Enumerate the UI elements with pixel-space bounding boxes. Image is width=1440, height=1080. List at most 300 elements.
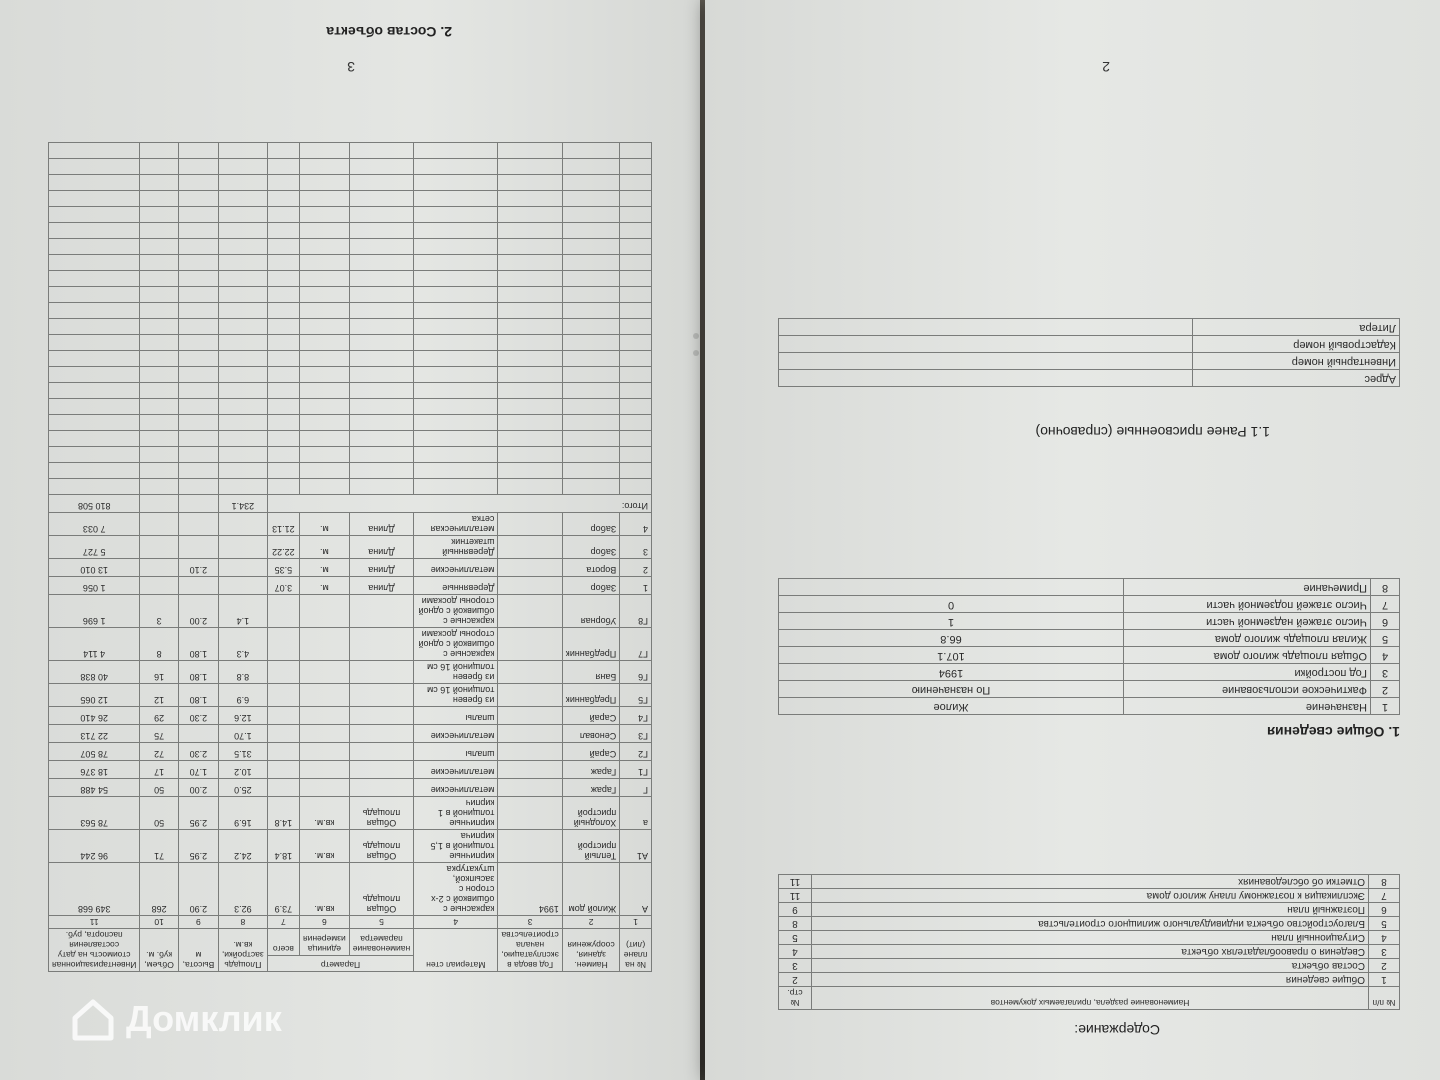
empty-cell bbox=[267, 383, 299, 399]
table-cell: Сарай bbox=[562, 707, 619, 725]
table-cell bbox=[218, 513, 267, 536]
table-cell: 22.22 bbox=[267, 536, 299, 559]
table-cell: 78 563 bbox=[49, 797, 140, 830]
toc-name: Благоустройство объекта индивидуального жилищного строительства bbox=[812, 917, 1369, 931]
empty-cell bbox=[218, 415, 267, 431]
table-cell bbox=[300, 707, 350, 725]
empty-cell bbox=[49, 415, 140, 431]
empty-cell bbox=[414, 383, 498, 399]
empty-cell bbox=[218, 447, 267, 463]
page-number: 2 bbox=[1102, 59, 1110, 75]
table-cell: 2.30 bbox=[178, 707, 218, 725]
empty-cell bbox=[349, 335, 413, 351]
empty-cell bbox=[349, 351, 413, 367]
table-cell: кирпичные толщиной в 1 кирпич bbox=[414, 797, 498, 830]
empty-row bbox=[49, 159, 652, 175]
empty-cell bbox=[300, 223, 350, 239]
empty-cell bbox=[218, 271, 267, 287]
table-cell: А1 bbox=[620, 830, 652, 863]
table-cell bbox=[498, 830, 563, 863]
empty-cell bbox=[414, 431, 498, 447]
empty-cell bbox=[414, 239, 498, 255]
col-param-group: Параметр bbox=[267, 956, 413, 972]
table-cell: 12 065 bbox=[49, 684, 140, 707]
empty-cell bbox=[178, 367, 218, 383]
toc-page: 2 bbox=[779, 973, 812, 987]
table-cell bbox=[267, 595, 299, 628]
empty-cell bbox=[178, 159, 218, 175]
total-label: Итого: bbox=[267, 495, 651, 513]
table-cell: Ворота bbox=[562, 559, 619, 577]
table-row bbox=[49, 559, 652, 577]
empty-cell bbox=[620, 431, 652, 447]
empty-cell bbox=[49, 239, 140, 255]
empty-cell bbox=[620, 367, 652, 383]
empty-cell bbox=[49, 351, 140, 367]
prev-label: Адрес bbox=[1193, 370, 1400, 387]
table-cell: 3.07 bbox=[267, 577, 299, 595]
table-cell bbox=[349, 684, 413, 707]
table-cell bbox=[140, 536, 178, 559]
col-cost: Инвентаризационная стоимость на дату составления паспорта, руб. bbox=[49, 929, 140, 972]
empty-cell bbox=[498, 223, 563, 239]
empty-cell bbox=[498, 255, 563, 271]
table-cell: 2.10 bbox=[178, 559, 218, 577]
empty-cell bbox=[414, 447, 498, 463]
table-cell: Сарай bbox=[562, 743, 619, 761]
table-cell: Г1 bbox=[620, 761, 652, 779]
prev-row bbox=[779, 336, 1400, 353]
table-cell: Деревянный штакетник bbox=[414, 536, 498, 559]
table-cell: 12.6 bbox=[218, 707, 267, 725]
empty-row bbox=[49, 255, 652, 271]
empty-cell bbox=[498, 239, 563, 255]
table-cell bbox=[267, 725, 299, 743]
empty-cell bbox=[140, 255, 178, 271]
table-cell: Г7 bbox=[620, 628, 652, 661]
empty-row bbox=[49, 415, 652, 431]
toc-name: Общие сведения bbox=[812, 973, 1369, 987]
toc-num: 4 bbox=[1369, 931, 1400, 945]
table-cell: м. bbox=[300, 559, 350, 577]
empty-cell bbox=[349, 191, 413, 207]
table-cell: а bbox=[620, 797, 652, 830]
table-cell bbox=[498, 536, 563, 559]
table-cell bbox=[498, 761, 563, 779]
empty-cell bbox=[218, 479, 267, 495]
empty-row bbox=[49, 399, 652, 415]
empty-cell bbox=[414, 255, 498, 271]
empty-cell bbox=[300, 159, 350, 175]
toc-num: 3 bbox=[1369, 945, 1400, 959]
table-cell: Предбанник bbox=[562, 684, 619, 707]
empty-row bbox=[49, 479, 652, 495]
empty-cell bbox=[349, 415, 413, 431]
empty-cell bbox=[562, 287, 619, 303]
prev-title: 1.1 Ранее присвоенные (справочно) bbox=[1035, 424, 1270, 440]
previous-ids-table bbox=[778, 318, 1400, 387]
empty-row bbox=[49, 239, 652, 255]
general-label: Число этажей подземной части bbox=[1124, 596, 1371, 613]
table-cell: Длина bbox=[349, 559, 413, 577]
prev-rows bbox=[779, 319, 1400, 387]
table-row bbox=[49, 577, 652, 595]
toc-row bbox=[779, 875, 1400, 889]
col-param-total: всего bbox=[267, 929, 299, 956]
empty-cell bbox=[498, 479, 563, 495]
table-cell: Баня bbox=[562, 661, 619, 684]
empty-cell bbox=[349, 383, 413, 399]
empty-row bbox=[49, 223, 652, 239]
empty-cell bbox=[300, 383, 350, 399]
table-cell: 22 713 bbox=[49, 725, 140, 743]
table-cell: 349 668 bbox=[49, 863, 140, 916]
house-logo-icon bbox=[70, 996, 116, 1042]
binder-hole bbox=[693, 333, 699, 339]
table-cell bbox=[178, 513, 218, 536]
empty-cell bbox=[267, 255, 299, 271]
column-number-row bbox=[49, 916, 652, 929]
empty-cell bbox=[414, 303, 498, 319]
toc-num: 1 bbox=[1369, 973, 1400, 987]
table-cell: 1.70 bbox=[178, 761, 218, 779]
empty-cell bbox=[267, 479, 299, 495]
empty-cell bbox=[349, 287, 413, 303]
empty-cell bbox=[620, 319, 652, 335]
table-cell bbox=[267, 779, 299, 797]
empty-cell bbox=[267, 367, 299, 383]
table-row bbox=[49, 743, 652, 761]
empty-cell bbox=[498, 335, 563, 351]
empty-cell bbox=[140, 175, 178, 191]
empty-cell bbox=[267, 287, 299, 303]
table-cell: 75 bbox=[140, 725, 178, 743]
table-cell: 18.4 bbox=[267, 830, 299, 863]
empty-cell bbox=[300, 239, 350, 255]
empty-cell bbox=[349, 175, 413, 191]
empty-cell bbox=[414, 367, 498, 383]
empty-cell bbox=[300, 431, 350, 447]
empty-cell bbox=[620, 191, 652, 207]
empty-cell bbox=[498, 175, 563, 191]
column-number: 6 bbox=[300, 916, 350, 929]
table-cell: кв.м. bbox=[300, 830, 350, 863]
empty-cell bbox=[178, 351, 218, 367]
general-num: 2 bbox=[1371, 681, 1400, 698]
empty-row bbox=[49, 287, 652, 303]
empty-cell bbox=[562, 447, 619, 463]
empty-cell bbox=[267, 335, 299, 351]
empty-row bbox=[49, 207, 652, 223]
empty-cell bbox=[300, 143, 350, 159]
binder-hole bbox=[693, 350, 699, 356]
empty-cell bbox=[140, 447, 178, 463]
toc-num: 5 bbox=[1369, 917, 1400, 931]
table-cell bbox=[498, 743, 563, 761]
table-cell bbox=[498, 661, 563, 684]
general-row bbox=[779, 681, 1400, 698]
empty-cell bbox=[349, 479, 413, 495]
empty-cell bbox=[620, 207, 652, 223]
table-cell: каркасные с обшивкой с одной стороны досками bbox=[414, 628, 498, 661]
empty-cell bbox=[414, 191, 498, 207]
table-cell: Общая площадь bbox=[349, 797, 413, 830]
empty-cell bbox=[620, 383, 652, 399]
empty-cell bbox=[300, 351, 350, 367]
table-cell bbox=[349, 743, 413, 761]
empty-cell bbox=[140, 479, 178, 495]
empty-cell bbox=[49, 191, 140, 207]
empty-cell bbox=[49, 463, 140, 479]
empty-cell bbox=[300, 271, 350, 287]
table-cell bbox=[349, 661, 413, 684]
empty-cell bbox=[267, 159, 299, 175]
empty-cell bbox=[300, 367, 350, 383]
column-number: 7 bbox=[267, 916, 299, 929]
general-label: Общая площадь жилого дома bbox=[1124, 647, 1371, 664]
general-value: 0 bbox=[779, 596, 1124, 613]
table-cell: Г bbox=[620, 779, 652, 797]
table-cell: 21.13 bbox=[267, 513, 299, 536]
toc-col-num: № п/п bbox=[1369, 987, 1400, 1010]
empty-cell bbox=[349, 431, 413, 447]
empty-cell bbox=[300, 207, 350, 223]
column-number: 10 bbox=[140, 916, 178, 929]
empty-cell bbox=[49, 175, 140, 191]
general-num: 4 bbox=[1371, 647, 1400, 664]
empty-cell bbox=[300, 335, 350, 351]
empty-cell bbox=[562, 191, 619, 207]
general-value: 107.1 bbox=[779, 647, 1124, 664]
toc-col-name: Наименование раздела, прилагаемых документов bbox=[812, 987, 1369, 1010]
empty-cell bbox=[349, 447, 413, 463]
empty-cell bbox=[267, 399, 299, 415]
empty-cell bbox=[620, 175, 652, 191]
col-area: Площадь застройки, кв.м. bbox=[218, 929, 267, 972]
table-cell: кв.м. bbox=[300, 863, 350, 916]
table-cell bbox=[349, 595, 413, 628]
empty-cell bbox=[414, 351, 498, 367]
general-num: 3 bbox=[1371, 664, 1400, 681]
table-cell: 7 033 bbox=[49, 513, 140, 536]
table-cell bbox=[140, 513, 178, 536]
table-cell: Холодный пристрой bbox=[562, 797, 619, 830]
empty-cell bbox=[267, 415, 299, 431]
empty-cell bbox=[620, 351, 652, 367]
table-cell: 71 bbox=[140, 830, 178, 863]
table-cell: Г2 bbox=[620, 743, 652, 761]
toc-name: Отметки об обследованиях bbox=[812, 875, 1369, 889]
col-year: Год ввода в эксплуатацию, начала строительства bbox=[498, 929, 563, 972]
empty-cell bbox=[218, 191, 267, 207]
empty-cell bbox=[218, 287, 267, 303]
empty-cell bbox=[300, 463, 350, 479]
table-cell: из бревен толщиной 16 см bbox=[414, 684, 498, 707]
watermark-text: Домклик bbox=[126, 998, 282, 1039]
table-cell: Г3 bbox=[620, 725, 652, 743]
empty-cell bbox=[562, 175, 619, 191]
column-number: 2 bbox=[562, 916, 619, 929]
empty-cell bbox=[498, 271, 563, 287]
general-rows bbox=[779, 579, 1400, 715]
empty-cell bbox=[218, 175, 267, 191]
empty-cell bbox=[562, 367, 619, 383]
empty-cell bbox=[349, 159, 413, 175]
toc-name: Состав объекта bbox=[812, 959, 1369, 973]
table-cell: Сеновал bbox=[562, 725, 619, 743]
table-cell bbox=[178, 536, 218, 559]
table-cell: 1.80 bbox=[178, 661, 218, 684]
table-cell: 40 838 bbox=[49, 661, 140, 684]
table-cell: металлические bbox=[414, 779, 498, 797]
table-row bbox=[49, 707, 652, 725]
empty-row bbox=[49, 447, 652, 463]
table-cell: 1 bbox=[620, 577, 652, 595]
empty-cell bbox=[267, 207, 299, 223]
table-cell: 29 bbox=[140, 707, 178, 725]
total-area: 234.1 bbox=[218, 495, 267, 513]
empty-cell bbox=[300, 447, 350, 463]
column-number: 9 bbox=[178, 916, 218, 929]
table-cell: 1.4 bbox=[218, 595, 267, 628]
general-value: Жилое bbox=[779, 698, 1124, 715]
table-cell bbox=[498, 595, 563, 628]
table-cell bbox=[267, 743, 299, 761]
toc-num: 2 bbox=[1369, 959, 1400, 973]
empty-cell bbox=[218, 255, 267, 271]
table-cell: 4 bbox=[620, 513, 652, 536]
table-row bbox=[49, 536, 652, 559]
empty-cell bbox=[218, 383, 267, 399]
table-cell bbox=[267, 661, 299, 684]
empty-cell bbox=[218, 399, 267, 415]
empty-cell bbox=[140, 319, 178, 335]
general-value: 1994 bbox=[779, 664, 1124, 681]
table-cell: Забор bbox=[562, 536, 619, 559]
empty-cell bbox=[218, 431, 267, 447]
empty-cell bbox=[218, 351, 267, 367]
empty-cell bbox=[178, 191, 218, 207]
empty-cell bbox=[267, 191, 299, 207]
empty-cell bbox=[300, 479, 350, 495]
empty-cell bbox=[178, 399, 218, 415]
empty-cell bbox=[178, 255, 218, 271]
empty-cell bbox=[300, 319, 350, 335]
table-cell: 6.9 bbox=[218, 684, 267, 707]
col-param-name: наименование параметра bbox=[349, 929, 413, 956]
empty-cell bbox=[498, 191, 563, 207]
empty-cell bbox=[620, 287, 652, 303]
empty-cell bbox=[498, 447, 563, 463]
empty-cell bbox=[300, 191, 350, 207]
prev-value bbox=[779, 370, 1193, 387]
empty-cell bbox=[218, 367, 267, 383]
table-cell: Деревянные bbox=[414, 577, 498, 595]
table-cell: 50 bbox=[140, 797, 178, 830]
empty-cell bbox=[620, 415, 652, 431]
empty-cell bbox=[267, 223, 299, 239]
table-cell: Предбанник bbox=[562, 628, 619, 661]
table-cell: 2.00 bbox=[178, 779, 218, 797]
general-num: 1 bbox=[1371, 698, 1400, 715]
empty-cell bbox=[620, 303, 652, 319]
empty-row bbox=[49, 463, 652, 479]
general-label: Год постройки bbox=[1124, 664, 1371, 681]
table-cell: Общая площадь bbox=[349, 863, 413, 916]
empty-cell bbox=[218, 159, 267, 175]
empty-cell bbox=[300, 255, 350, 271]
empty-cell bbox=[498, 159, 563, 175]
empty-cell bbox=[140, 415, 178, 431]
empty-cell bbox=[498, 351, 563, 367]
prev-label: Литера bbox=[1193, 319, 1400, 336]
empty-cell bbox=[498, 319, 563, 335]
table-cell bbox=[498, 577, 563, 595]
prev-row bbox=[779, 319, 1400, 336]
empty-cell bbox=[349, 207, 413, 223]
empty-cell bbox=[414, 463, 498, 479]
general-value: По назначению bbox=[779, 681, 1124, 698]
toc-row bbox=[779, 931, 1400, 945]
empty-cell bbox=[49, 431, 140, 447]
empty-cell bbox=[267, 303, 299, 319]
column-number: 3 bbox=[498, 916, 563, 929]
table-cell: Г8 bbox=[620, 595, 652, 628]
table-row bbox=[49, 863, 652, 916]
empty-cell bbox=[498, 383, 563, 399]
empty-cell bbox=[140, 239, 178, 255]
empty-cell bbox=[178, 479, 218, 495]
empty-cell bbox=[562, 159, 619, 175]
toc-page: 4 bbox=[779, 945, 812, 959]
table-cell bbox=[498, 797, 563, 830]
general-num: 5 bbox=[1371, 630, 1400, 647]
empty-cell bbox=[267, 175, 299, 191]
table-cell: 1.70 bbox=[218, 725, 267, 743]
general-value: 66.8 bbox=[779, 630, 1124, 647]
col-name: Наимен. здания, сооружения bbox=[562, 929, 619, 972]
prev-label: Кадастровый номер bbox=[1193, 336, 1400, 353]
table-row bbox=[49, 779, 652, 797]
empty-cell bbox=[49, 479, 140, 495]
empty-cell bbox=[140, 223, 178, 239]
table-cell: 72 bbox=[140, 743, 178, 761]
right-page-content bbox=[705, 0, 1440, 1080]
empty-cell bbox=[49, 335, 140, 351]
toc-name: Поэтажный план bbox=[812, 903, 1369, 917]
empty-cell bbox=[620, 159, 652, 175]
table-cell: Уборная bbox=[562, 595, 619, 628]
empty-cell bbox=[414, 479, 498, 495]
empty-row bbox=[49, 431, 652, 447]
table-cell: 5 727 bbox=[49, 536, 140, 559]
table-cell: 92.3 bbox=[218, 863, 267, 916]
empty-cell bbox=[178, 303, 218, 319]
table-cell bbox=[300, 743, 350, 761]
table-cell: 268 bbox=[140, 863, 178, 916]
empty-row bbox=[49, 335, 652, 351]
empty-cell bbox=[349, 271, 413, 287]
empty-cell bbox=[218, 143, 267, 159]
empty-cell bbox=[498, 431, 563, 447]
table-cell: 3 bbox=[620, 536, 652, 559]
table-cell: 2.95 bbox=[178, 797, 218, 830]
table-cell: м. bbox=[300, 536, 350, 559]
empty-cell bbox=[218, 223, 267, 239]
general-num: 6 bbox=[1371, 613, 1400, 630]
table-cell: кирпичные толщиной в 1,5 кирпича bbox=[414, 830, 498, 863]
empty-cell bbox=[620, 143, 652, 159]
